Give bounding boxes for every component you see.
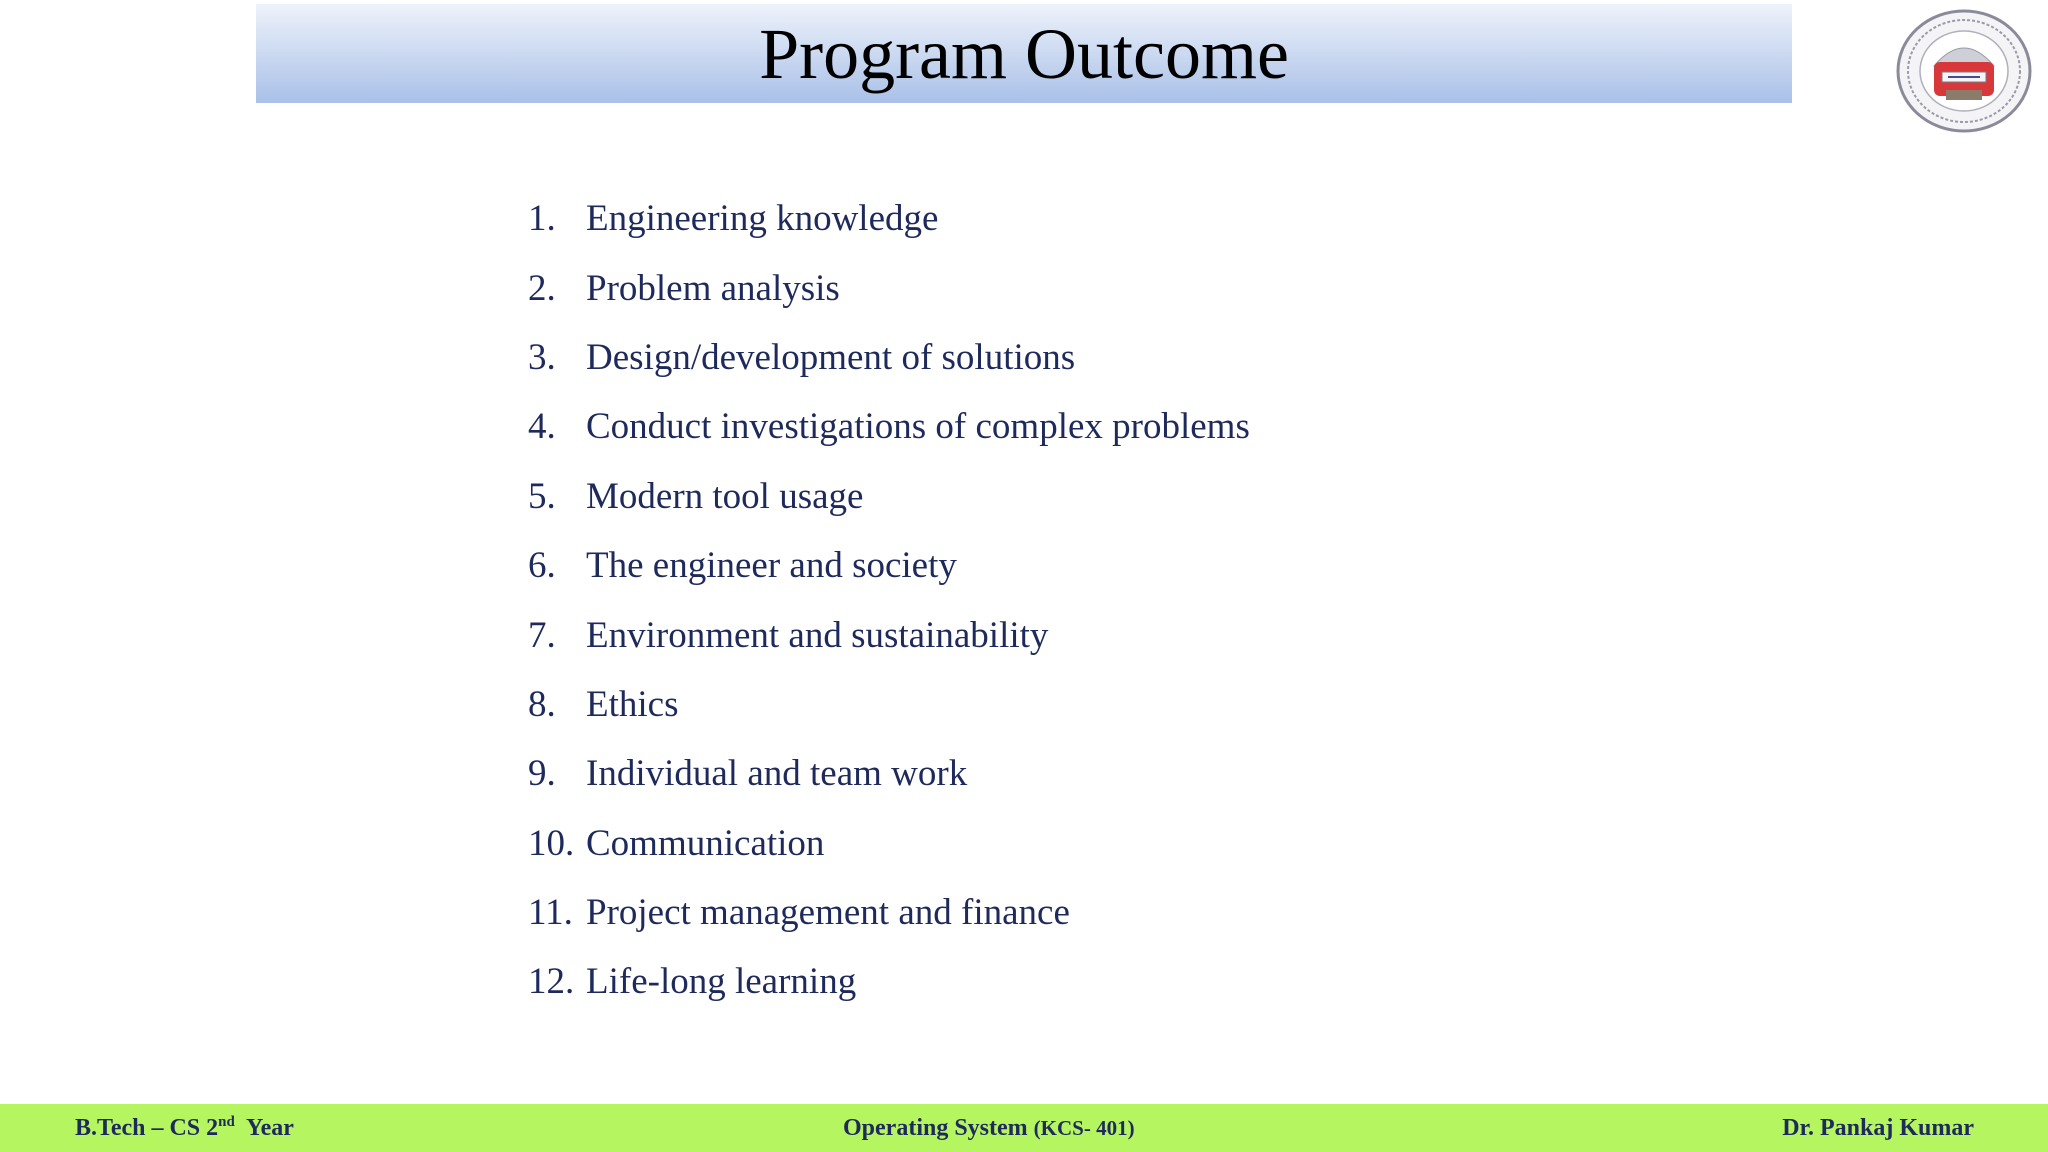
item-number: 6.: [528, 545, 556, 587]
item-number: 11.: [528, 892, 573, 934]
footer-bar: [0, 1104, 2048, 1152]
item-number: 12.: [528, 961, 575, 1003]
footer-author: Dr. Pankaj Kumar: [1782, 1115, 1974, 1141]
item-text: Conduct investigations of complex problems: [586, 406, 1250, 448]
item-text: Ethics: [586, 683, 679, 725]
item-text: Project management and finance: [586, 892, 1070, 934]
list-item: [528, 462, 1250, 531]
item-number: 9.: [528, 753, 556, 795]
item-text: Modern tool usage: [586, 475, 864, 517]
course-suffix: Year: [245, 1115, 294, 1141]
list-item: [528, 253, 1250, 322]
course-prefix: B.Tech – CS 2: [75, 1115, 219, 1141]
list-item: [528, 531, 1250, 600]
item-text: Engineering knowledge: [586, 198, 939, 240]
item-number: 4.: [528, 406, 556, 448]
list-item: [528, 600, 1250, 669]
item-number: 3.: [528, 336, 556, 378]
list-item: [528, 184, 1250, 253]
item-number: 1.: [528, 198, 556, 240]
item-number: 7.: [528, 614, 556, 656]
list-item: [528, 323, 1250, 392]
item-text: Problem analysis: [586, 267, 840, 309]
footer-subject: [843, 1104, 1135, 1152]
list-item: [528, 670, 1250, 739]
slide-title: Program Outcome: [759, 13, 1289, 94]
item-number: 8.: [528, 683, 556, 725]
item-text: Communication: [586, 822, 825, 864]
subject-code: (KCS- 401): [1033, 1116, 1135, 1140]
list-item: [528, 878, 1250, 947]
subject-name: Operating System: [843, 1115, 1028, 1141]
outcomes-list: [528, 184, 1250, 1017]
item-number: 2.: [528, 267, 556, 309]
list-item: [528, 947, 1250, 1016]
title-banner: [256, 4, 1792, 103]
list-item: [528, 809, 1250, 878]
course-superscript: nd: [218, 1114, 235, 1130]
item-text: Design/development of solutions: [586, 336, 1076, 378]
item-text: Individual and team work: [586, 753, 968, 795]
item-text: Life-long learning: [586, 961, 857, 1003]
institute-seal-icon: [1894, 8, 2034, 135]
item-number: 10.: [528, 822, 575, 864]
item-number: 5.: [528, 475, 556, 517]
list-item: [528, 739, 1250, 808]
item-text: The engineer and society: [586, 545, 957, 587]
item-text: Environment and sustainability: [586, 614, 1049, 656]
footer-course: [75, 1104, 294, 1152]
list-item: [528, 392, 1250, 461]
